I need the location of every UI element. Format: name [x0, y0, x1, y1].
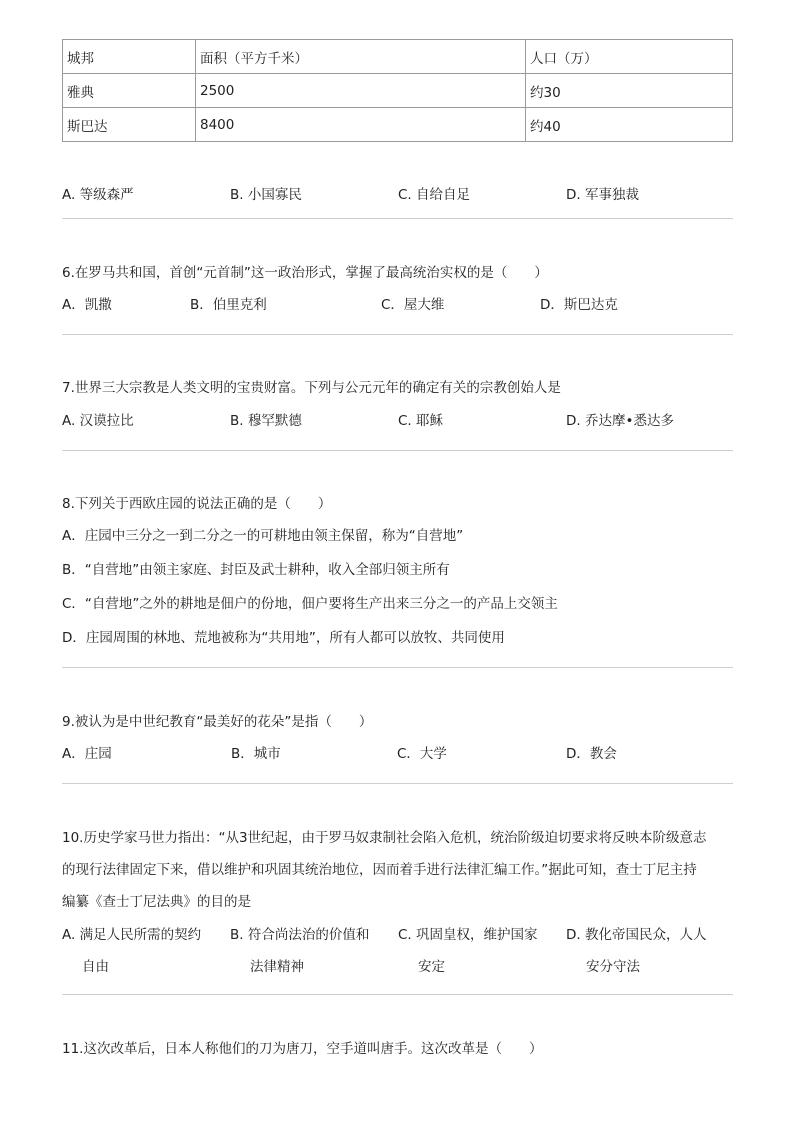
q5-option-b[interactable]: B. 小国寡民 — [230, 187, 302, 203]
divider — [62, 994, 733, 995]
q8-option-b[interactable]: B．“自营地”由领主家庭、封臣及武士耕种，收入全部归领主所有 — [62, 562, 450, 578]
table-header-row — [63, 40, 733, 74]
divider — [62, 334, 733, 335]
q10-option-d-line2: 安分守法 — [586, 959, 640, 975]
q8-stem: 8.下列关于西欧庄园的说法正确的是（ ） — [62, 496, 332, 512]
q7-option-c[interactable]: C. 耶稣 — [398, 413, 444, 429]
q7-option-a[interactable]: A. 汉谟拉比 — [62, 413, 134, 429]
divider — [62, 450, 733, 451]
table-cell: 斯巴达 — [63, 108, 196, 142]
q10-stem-line: 的现行法律固定下来，借以维护和巩固其统治地位，因而着手进行法律汇编工作。”据此可知，查士丁尼主持 — [62, 862, 697, 878]
table-header-cell: 城邦 — [63, 40, 196, 74]
q10-option-c-line1: C. 巩固皇权，维护国家 — [398, 927, 538, 943]
q11-stem: 11.这次改革后，日本人称他们的刀为唐刀，空手道叫唐手。这次改革是（ ） — [62, 1041, 543, 1057]
table-cell: 雅典 — [63, 74, 196, 108]
q6-option-c[interactable]: C．屋大维 — [381, 297, 445, 313]
q10-option-b-line2: 法律精神 — [250, 959, 304, 975]
q6-stem: 6.在罗马共和国，首创“元首制”这一政治形式，掌握了最高统治实权的是（ ） — [62, 265, 548, 281]
table-header-cell: 人口（万） — [526, 40, 733, 74]
q10-option-d-line1: D. 教化帝国民众，人人 — [566, 927, 707, 943]
table-cell: 8400 — [196, 108, 526, 142]
divider — [62, 667, 733, 668]
q10-option-a-line2: 自由 — [82, 959, 109, 975]
table-cell: 约40 — [526, 108, 733, 142]
q5-option-d[interactable]: D. 军事独裁 — [566, 187, 639, 203]
q7-stem: 7.世界三大宗教是人类文明的宝贵财富。下列与公元元年的确定有关的宗教创始人是 — [62, 380, 561, 396]
q10-option-c-line2: 安定 — [418, 959, 445, 975]
q8-option-d[interactable]: D．庄园周围的林地、荒地被称为“共用地”，所有人都可以放牧、共同使用 — [62, 630, 505, 646]
q9-option-b[interactable]: B．城市 — [231, 746, 281, 762]
q7-option-b[interactable]: B. 穆罕默德 — [230, 413, 302, 429]
divider — [62, 218, 733, 219]
city-state-table — [62, 39, 733, 142]
divider — [62, 783, 733, 784]
q9-option-d[interactable]: D．教会 — [566, 746, 617, 762]
q5-option-a[interactable]: A. 等级森严 — [62, 187, 134, 203]
q10-option-a-line1: A. 满足人民所需的契约 — [62, 927, 202, 943]
q6-option-d[interactable]: D．斯巴达克 — [540, 297, 618, 313]
table-cell: 约30 — [526, 74, 733, 108]
q6-option-a[interactable]: A．凯撒 — [62, 297, 112, 313]
q10-stem-line: 10.历史学家马世力指出：“从3世纪起，由于罗马奴隶制社会陷入危机，统治阶级迫切要求将反映本阶级意志 — [62, 830, 707, 846]
table-row — [63, 74, 733, 108]
q8-option-a[interactable]: A．庄园中三分之一到二分之一的可耕地由领主保留，称为“自营地” — [62, 528, 464, 544]
q8-option-c[interactable]: C．“自营地”之外的耕地是佃户的份地，佃户要将生产出来三分之一的产品上交领主 — [62, 596, 558, 612]
q6-option-b[interactable]: B．伯里克利 — [190, 297, 267, 313]
table-cell: 2500 — [196, 74, 526, 108]
q5-option-c[interactable]: C. 自给自足 — [398, 187, 471, 203]
q10-stem-line: 编纂《查士丁尼法典》的目的是 — [62, 894, 251, 910]
table-row — [63, 108, 733, 142]
q7-option-d[interactable]: D. 乔达摩•悉达多 — [566, 413, 674, 429]
q10-option-b-line1: B. 符合尚法治的价值和 — [230, 927, 370, 943]
q9-option-a[interactable]: A．庄园 — [62, 746, 112, 762]
table-header-cell: 面积（平方千米） — [196, 40, 526, 74]
q9-option-c[interactable]: C．大学 — [397, 746, 447, 762]
q9-stem: 9.被认为是中世纪教育“最美好的花朵”是指（ ） — [62, 714, 373, 730]
